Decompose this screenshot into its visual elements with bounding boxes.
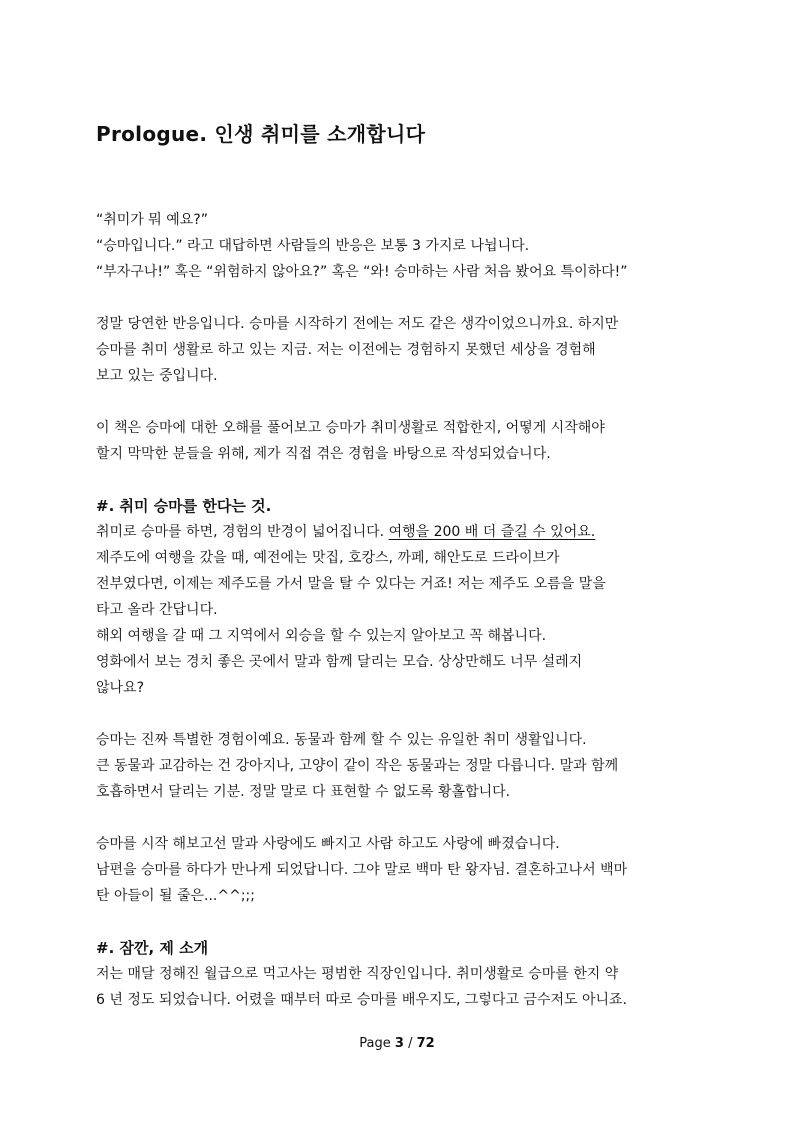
page-separator: /	[408, 1036, 413, 1051]
document-body	[96, 207, 706, 1013]
paragraph-line: 호흡하면서 달리는 기분. 정말 말로 다 표현할 수 없도록 황홀합니다.	[96, 784, 511, 800]
underlined-highlight: 여행을 200 배 더 즐길 수 있어요.	[388, 524, 596, 540]
paragraph-line: 승마를 취미 생활로 하고 있는 지금. 저는 이전에는 경험하지 못했던 세상을 경험해	[96, 342, 596, 358]
paragraph-gap	[96, 701, 706, 727]
paragraph-line: 해외 여행을 갈 때 그 지역에서 외승을 할 수 있는지 알아보고 꼭 해봅니다.	[96, 628, 547, 644]
paragraph-line: 전부였다면, 이제는 제주도를 가서 말을 탈 수 있다는 거죠! 저는 제주도 오름을 말을	[96, 576, 606, 592]
paragraph-gap	[96, 285, 706, 311]
paragraph-line: 남편을 승마를 하다가 만나게 되었답니다. 그야 말로 백마 탄 왕자님. 결혼하고나서 백마	[96, 862, 628, 878]
paragraph-line: 저는 매달 정해진 월급으로 먹고사는 평범한 직장인입니다. 취미생활로 승마를 한지 약	[96, 966, 619, 982]
paragraph-line: 타고 올라 간답니다.	[96, 602, 218, 618]
paragraph-gap	[96, 389, 706, 415]
section-heading-introduction: #. 잠깐, 제 소개	[96, 939, 209, 957]
paragraph-line: “부자구나!” 혹은 “위험하지 않아요?” 혹은 “와! 승마하는 사람 처음 봤어요 특이하다!”	[96, 264, 628, 280]
paragraph-line: “취미가 뭐 예요?”	[96, 212, 208, 228]
paragraph-line: 승마는 진짜 특별한 경험이예요. 동물과 함께 할 수 있는 유일한 취미 생활입니다.	[96, 732, 587, 748]
page-label: Page	[359, 1036, 391, 1051]
paragraph-line: 큰 동물과 교감하는 건 강아지나, 고양이 같이 작은 동물과는 정말 다릅니다. 말과 함께	[96, 758, 619, 774]
paragraph-line: 승마를 시작 해보고선 말과 사랑에도 빠지고 사람 하고도 사랑에 빠졌습니다.	[96, 836, 560, 852]
paragraph-line	[96, 519, 706, 545]
page-title: Prologue. 인생 취미를 소개합니다	[96, 122, 426, 146]
paragraph-gap	[96, 467, 706, 493]
paragraph-gap	[96, 805, 706, 831]
paragraph-line: 않나요?	[96, 680, 145, 696]
current-page: 3	[394, 1036, 404, 1051]
section-heading-hobby: #. 취미 승마를 한다는 것.	[96, 497, 272, 515]
paragraph-line: 영화에서 보는 경치 좋은 곳에서 말과 함께 달리는 모습. 상상만해도 너무 설레지	[96, 654, 583, 670]
total-pages: 72	[416, 1036, 435, 1051]
paragraph-gap	[96, 909, 706, 935]
paragraph-line: 할지 막막한 분들을 위해, 제가 직접 겪은 경험을 바탕으로 작성되었습니다.	[96, 446, 551, 462]
paragraph-line: “승마입니다.” 라고 대답하면 사람들의 반응은 보통 3 가지로 나뉩니다.	[96, 238, 530, 254]
paragraph-line: 보고 있는 중입니다.	[96, 368, 218, 384]
paragraph-line: 제주도에 여행을 갔을 때, 예전에는 맛집, 호캉스, 까페, 해안도로 드라이브가	[96, 550, 560, 566]
paragraph-line: 정말 당연한 반응입니다. 승마를 시작하기 전에는 저도 같은 생각이었으니까요. 하지만	[96, 316, 619, 332]
paragraph-text: 취미로 승마를 하면, 경험의 반경이 넓어집니다.	[96, 524, 389, 540]
paragraph-line: 탄 아들이 될 줄은...^^;;;	[96, 888, 255, 904]
paragraph-line: 6 년 정도 되었습니다. 어렸을 때부터 따로 승마를 배우지도, 그렇다고 금수저도 아니죠.	[96, 992, 628, 1008]
page-number	[0, 1036, 794, 1051]
paragraph-line: 이 책은 승마에 대한 오해를 풀어보고 승마가 취미생활로 적합한지, 어떻게 시작해야	[96, 420, 605, 436]
